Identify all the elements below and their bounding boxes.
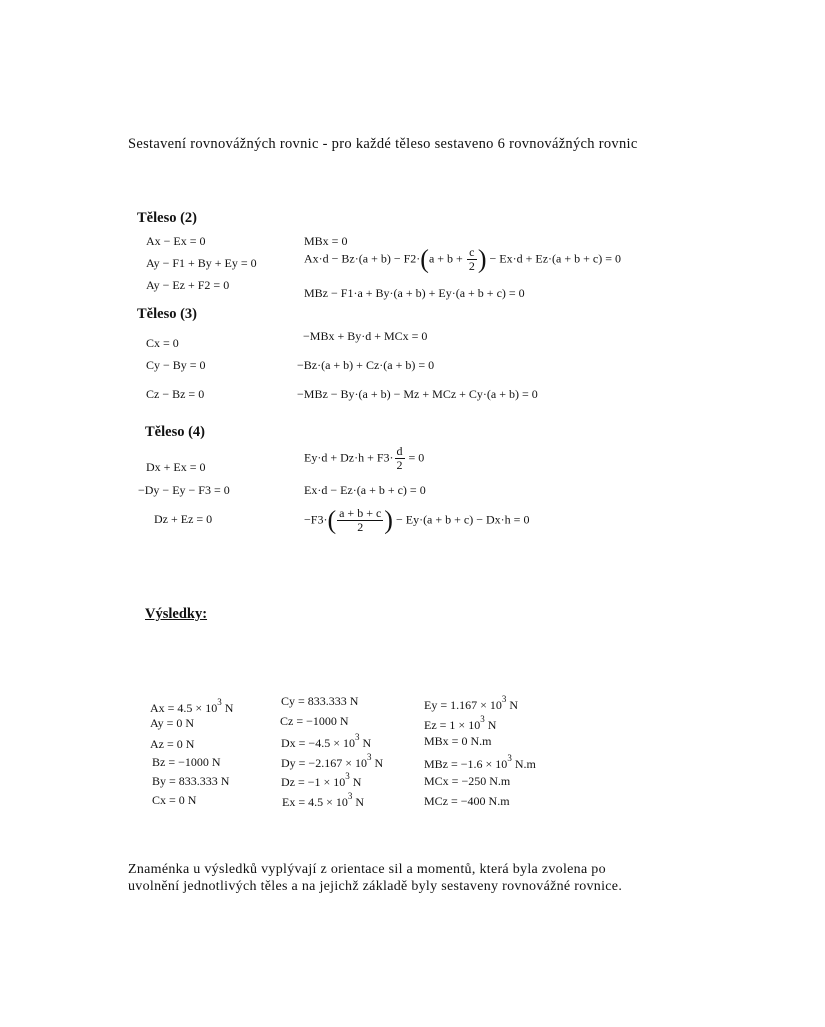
result-mcz: MCz = −400 N.m bbox=[424, 794, 510, 808]
body4-eq-left-1: Dx + Ex = 0 bbox=[146, 460, 206, 474]
body2-eq-left-2: Ay − F1 + By + Ey = 0 bbox=[146, 256, 257, 270]
body2-eq-left-1: Ax − Ex = 0 bbox=[146, 234, 206, 248]
result-bz: Bz = −1000 N bbox=[152, 755, 221, 769]
result-az: Az = 0 N bbox=[150, 737, 195, 751]
body3-eq-left-1: Cx = 0 bbox=[146, 336, 179, 350]
result-cy: Cy = 833.333 N bbox=[281, 694, 359, 708]
body2-eq-right-2: Ax·d − Bz·(a + b) − F2·(a + b + $\frac{c}{2}$ ) − Ex·d + Ez·(a + b + c) = 0 bbox=[304, 244, 621, 274]
body3-eq-right-2: −Bz·(a + b) + Cz·(a + b) = 0 bbox=[297, 358, 435, 372]
result-ex: $Ex = 4.5 \times 10^3$ N bbox=[282, 791, 365, 809]
result-ez: $Ez = 1 \times 10^3$ N bbox=[424, 714, 497, 732]
body3-eq-left-2: Cy − By = 0 bbox=[146, 358, 206, 372]
body2-eq-right-3: MBz − F1·a + By·(a + b) + Ey·(a + b + c) = 0 bbox=[304, 286, 525, 300]
body2-eq-left-3: Ay − Ez + F2 = 0 bbox=[146, 278, 230, 292]
body4-eq-left-2: −Dy − Ey − F3 = 0 bbox=[138, 483, 230, 497]
result-cx: Cx = 0 N bbox=[152, 793, 197, 807]
body2-heading: Těleso (2) bbox=[137, 210, 197, 226]
body2-eq-right-1: MBx = 0 bbox=[304, 234, 348, 248]
result-mbx: MBx = 0 N.m bbox=[424, 734, 492, 748]
result-cz: Cz = −1000 N bbox=[280, 714, 349, 728]
result-mbz: MBz = $-1.6 \times 10^3$ N.m bbox=[424, 753, 536, 771]
body4-heading: Těleso (4) bbox=[145, 424, 205, 440]
body4-eq-left-3: Dz + Ez = 0 bbox=[154, 512, 213, 526]
result-dz: $Dz = -1 \times 10^3$ N bbox=[281, 771, 362, 789]
result-dy: $Dy = -2.167 \times 10^3$ N bbox=[281, 752, 384, 770]
intro-text: Sestavení rovnovážných rovnic - pro každé těleso sestaveno 6 rovnovážných rovnic bbox=[128, 136, 638, 152]
result-ay: Ay = 0 N bbox=[150, 716, 194, 730]
body3-eq-left-3: Cz − Bz = 0 bbox=[146, 387, 205, 401]
body4-eq-right-3: −F3·( $\frac{a + b + c}{2}$ ) − Ey·(a + b + c) − Dx·h = 0 bbox=[304, 505, 530, 535]
footer-line-1: Znaménka u výsledků vyplývají z orientace sil a momentů, která byla zvolena po bbox=[128, 862, 606, 877]
body4-eq-right-1: Ey·d + Dz·h + F3· $\frac{d}{2}$ = 0 bbox=[304, 444, 425, 473]
body3-heading: Těleso (3) bbox=[137, 306, 197, 322]
result-ey: $Ey = 1.167 \times 10^3$ N bbox=[424, 694, 519, 712]
footer-line-2: uvolnění jednotlivých těles a na jejichž základě byly sestaveny rovnovážné rovnice. bbox=[128, 879, 623, 894]
body3-eq-right-3: −MBz − By·(a + b) − Mz + MCz + Cy·(a + b) = 0 bbox=[297, 387, 538, 401]
body4-eq-right-2: Ex·d − Ez·(a + b + c) = 0 bbox=[304, 483, 426, 497]
body3-eq-right-1: −MBx + By·d + MCx = 0 bbox=[303, 329, 428, 343]
result-by: By = 833.333 N bbox=[152, 774, 230, 788]
results-heading: Výsledky: bbox=[145, 606, 208, 622]
result-dx: $Dx = -4.5 \times 10^3$ N bbox=[281, 732, 372, 750]
result-ax: $Ax = 4.5 \times 10^3$ N bbox=[150, 697, 234, 715]
result-mcx: MCx = −250 N.m bbox=[424, 774, 511, 788]
